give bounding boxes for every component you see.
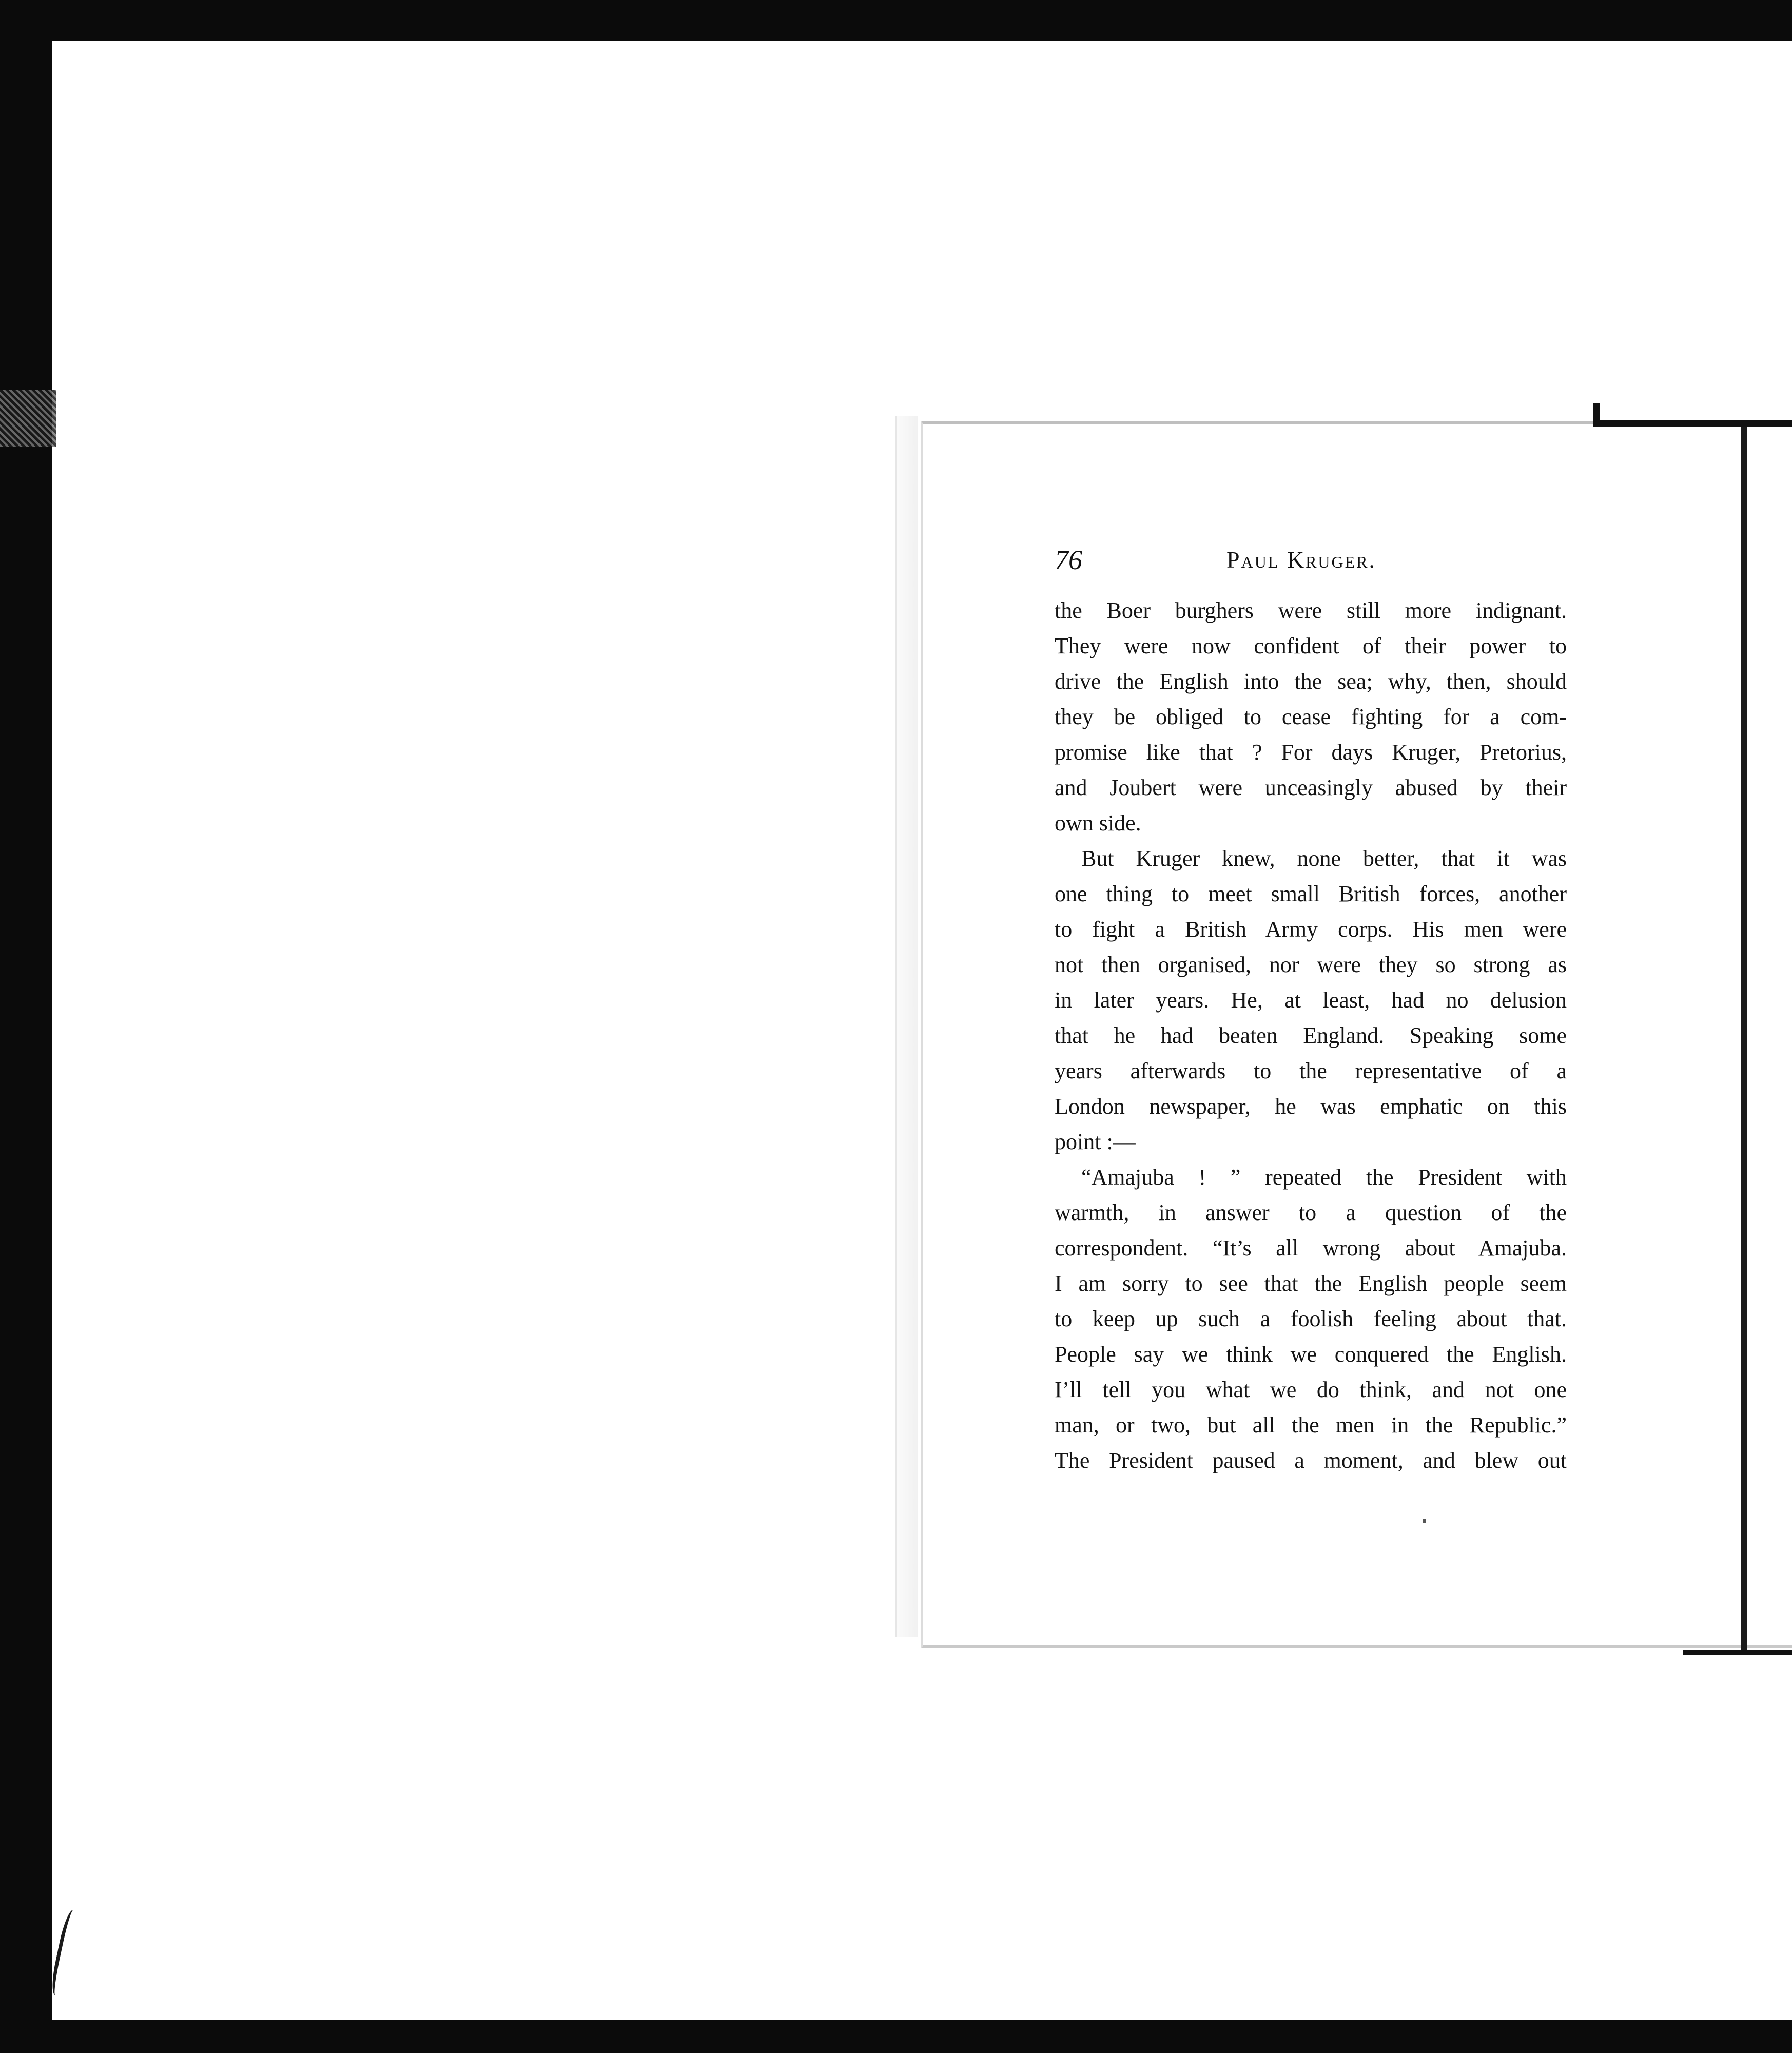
scan-border-bottom xyxy=(0,2020,1792,2053)
body-text xyxy=(1055,593,1567,1478)
running-title: Paul Kruger. xyxy=(1226,547,1377,573)
scan-artifact xyxy=(0,390,56,447)
page-edge-shadow xyxy=(895,416,918,1637)
text-line: in later years. He, at least, had no delusion xyxy=(1055,987,1567,1013)
text-line: drive the English into the sea; why, then, should xyxy=(1055,669,1567,694)
text-line: and Joubert were unceasingly abused by their xyxy=(1055,775,1567,800)
frame-bottom-edge xyxy=(1683,1650,1792,1655)
text-line: correspondent. “It’s all wrong about Amajuba. xyxy=(1055,1235,1567,1261)
text-line: “Amajuba ! ” repeated the President with xyxy=(1081,1165,1567,1190)
scan-border-left xyxy=(0,0,52,2053)
text-line: But Kruger knew, none better, that it was xyxy=(1081,846,1567,871)
text-line: to keep up such a foolish feeling about that. xyxy=(1055,1306,1567,1331)
text-line: the Boer burghers were still more indignant. xyxy=(1055,598,1567,623)
scan-speck xyxy=(1423,1519,1426,1523)
text-line: They were now confident of their power to xyxy=(1055,633,1567,658)
text-line: I’ll tell you what we do think, and not one xyxy=(1055,1377,1567,1402)
text-line: to fight a British Army corps. His men were xyxy=(1055,917,1567,942)
text-line: I am sorry to see that the English people seem xyxy=(1055,1271,1567,1296)
text-line: years afterwards to the representative of a xyxy=(1055,1058,1567,1083)
text-line: warmth, in answer to a question of the xyxy=(1055,1200,1567,1225)
text-line: man, or two, but all the men in the Republic.” xyxy=(1055,1412,1567,1438)
text-line: point :— xyxy=(1055,1129,1136,1154)
text-line: own side. xyxy=(1055,810,1141,836)
text-line: People say we think we conquered the English. xyxy=(1055,1342,1567,1367)
text-line: London newspaper, he was emphatic on this xyxy=(1055,1094,1567,1119)
text-line: that he had beaten England. Speaking some xyxy=(1055,1023,1567,1048)
text-line: The President paused a moment, and blew out xyxy=(1055,1448,1567,1473)
scan-border-top xyxy=(0,0,1792,41)
frame-top-edge xyxy=(1599,420,1792,427)
frame-right-edge xyxy=(1741,427,1747,1654)
text-line: promise like that ? For days Kruger, Pretorius, xyxy=(1055,740,1567,765)
text-line: not then organised, nor were they so strong as xyxy=(1055,952,1567,977)
page-number: 76 xyxy=(1055,545,1082,575)
text-line: one thing to meet small British forces, another xyxy=(1055,881,1567,906)
text-line: they be obliged to cease fighting for a com- xyxy=(1055,704,1567,729)
running-head xyxy=(1055,544,1568,580)
